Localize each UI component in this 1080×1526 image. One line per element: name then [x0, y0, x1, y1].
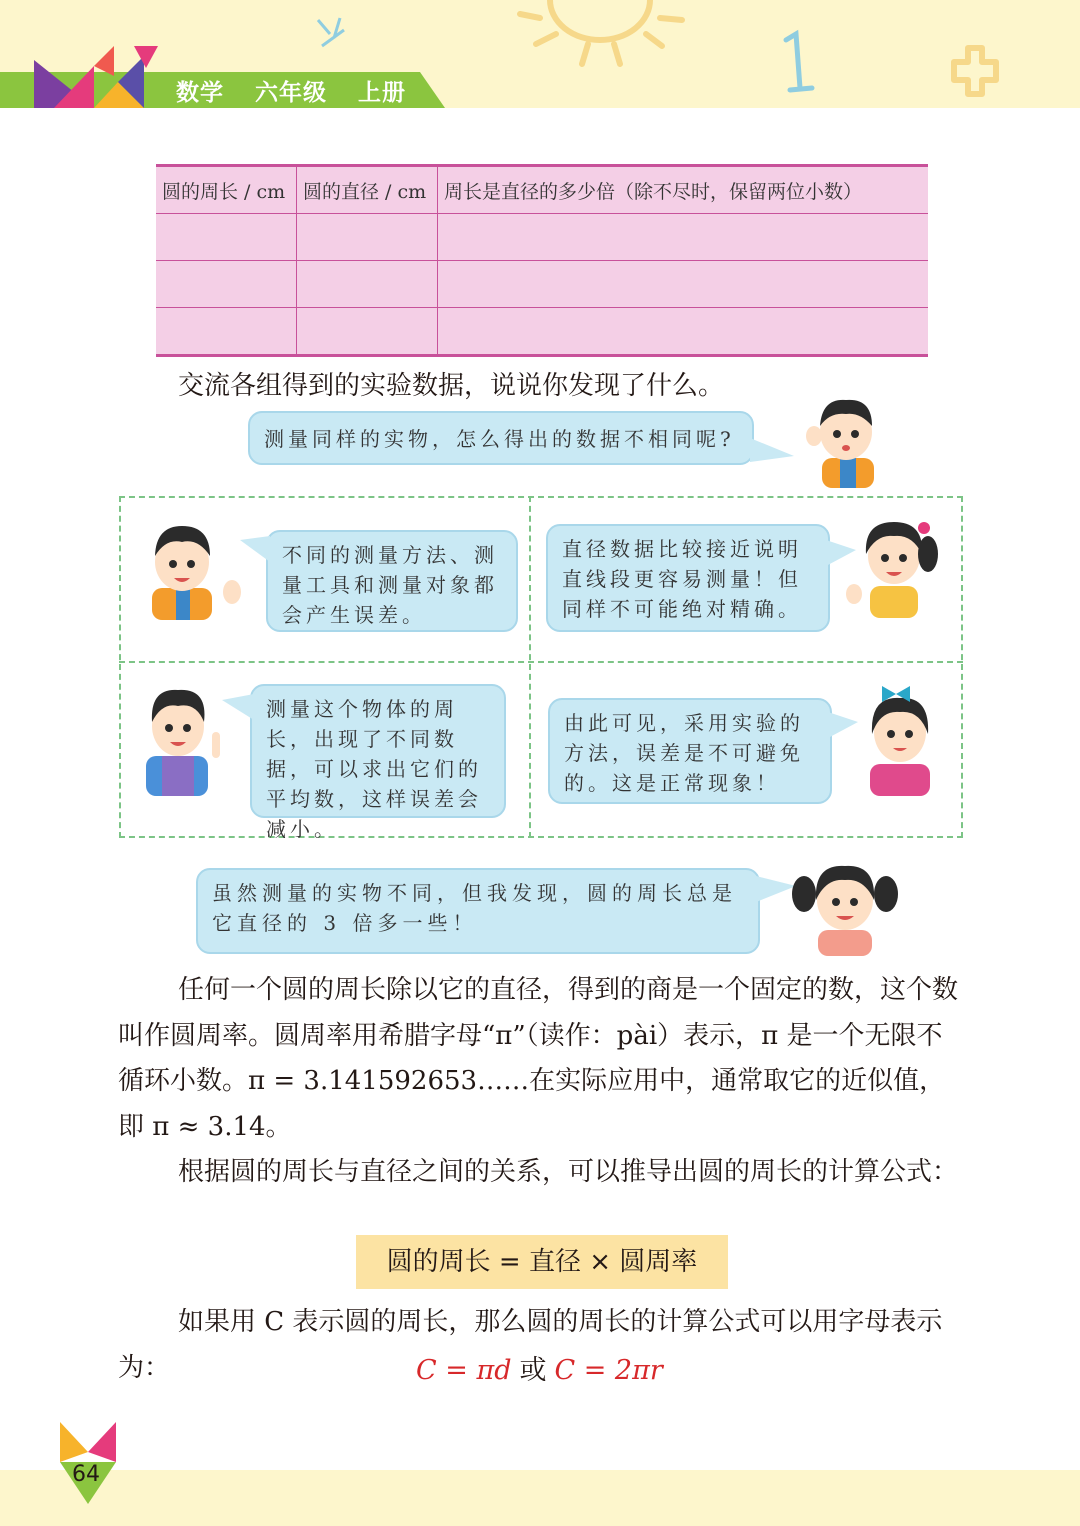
- conclusion-bubble: 虽然测量的实物不同，但我发现，圆的周长总是它直径的 3 倍多一些！: [196, 868, 760, 954]
- girl-pigtail-illustration: [842, 514, 942, 618]
- pi-definition-text: 任何一个圆的周长除以它的直径，得到的商是一个固定的数，这个数叫作圆周率。圆周率用希腊字母“π”（读作：pài）表示，π 是一个无限不循环小数。π = 3.141592653……在实际应用中，通常取它的近似值，即 π ≈ 3.14。: [118, 975, 959, 1142]
- bubble-tail: [828, 712, 858, 742]
- table-cell: [156, 261, 297, 308]
- question-bubble: 测量同样的实物，怎么得出的数据不相同呢?: [248, 411, 754, 465]
- pi-definition-paragraph: [118, 968, 964, 1150]
- bubble-tail: [240, 536, 270, 566]
- intro-text: 交流各组得到的实验数据，说说你发现了什么。: [178, 371, 725, 401]
- formula-or: 或: [519, 1355, 547, 1386]
- tangram-logo-icon: [34, 46, 164, 108]
- formula-words-box: 圆的周长 = 直径 × 圆周率: [356, 1235, 728, 1289]
- formula-intro-text: 根据圆的周长与直径之间的关系，可以推导出圆的周长的计算公式：: [178, 1157, 959, 1187]
- star-doodle-icon: [318, 18, 344, 46]
- formula-intro-paragraph: [118, 1150, 964, 1196]
- plus-doodle-icon: [954, 48, 996, 94]
- grade-label: 六年级: [255, 80, 328, 106]
- sun-doodle-icon: [520, 0, 682, 64]
- table-cell: [297, 308, 438, 356]
- speech-bubble-conclusion-error: 由此可见，采用实验的方法，误差是不可避免的。这是正常现象！: [548, 698, 832, 804]
- experiment-table: [156, 164, 928, 357]
- letter-formula-text: 如果用 C 表示圆的周长，那么圆的周长的计算公式可以用字母表示为：: [118, 1307, 943, 1383]
- speech-bubble-average: 测量这个物体的周长，出现了不同数据，可以求出它们的平均数，这样误差会减小。: [250, 684, 506, 818]
- girl-pigtails-illustration: [790, 858, 900, 956]
- table-row: [156, 214, 928, 261]
- grid-divider-vertical: [529, 496, 531, 838]
- bubble-tail: [750, 438, 794, 464]
- table-cell: [156, 214, 297, 261]
- book-title: [176, 74, 428, 107]
- boy-waving-illustration: [140, 520, 250, 620]
- page-number: 64: [72, 1462, 100, 1487]
- table-row: [156, 261, 928, 308]
- subject-label: 数学: [176, 80, 224, 106]
- boy-thinking-illustration: [800, 392, 892, 488]
- table-cell: [438, 261, 929, 308]
- table-cell: [438, 214, 929, 261]
- formula-radius: C = 2πr: [554, 1355, 663, 1386]
- bubble-tail: [222, 694, 254, 724]
- table-cell: [156, 308, 297, 356]
- table-row: [156, 308, 928, 356]
- table-cell: [438, 308, 929, 356]
- speech-bubble-diameter: 直径数据比较接近说明直线段更容易测量！但同样不可能绝对精确。: [546, 524, 830, 632]
- table-cell: [297, 261, 438, 308]
- header-circumference: 圆的周长 / cm: [156, 166, 297, 214]
- footer-band: [0, 1470, 1080, 1526]
- table-cell: [297, 214, 438, 261]
- formula-diameter: C = πd: [416, 1355, 512, 1386]
- boy-pointing-illustration: [136, 680, 236, 796]
- volume-label: 上册: [358, 80, 407, 106]
- header-ratio: 周长是直径的多少倍（除不尽时，保留两位小数）: [438, 166, 929, 214]
- girl-bow-illustration: [860, 686, 940, 796]
- number-one-doodle-icon: [786, 34, 812, 90]
- speech-bubble-error-sources: 不同的测量方法、测量工具和测量对象都会产生误差。: [266, 530, 518, 632]
- table-header-row: [156, 166, 928, 214]
- grid-divider-horizontal: [119, 661, 963, 663]
- letter-formulas: [416, 1348, 663, 1387]
- header-diameter: 圆的直径 / cm: [297, 166, 438, 214]
